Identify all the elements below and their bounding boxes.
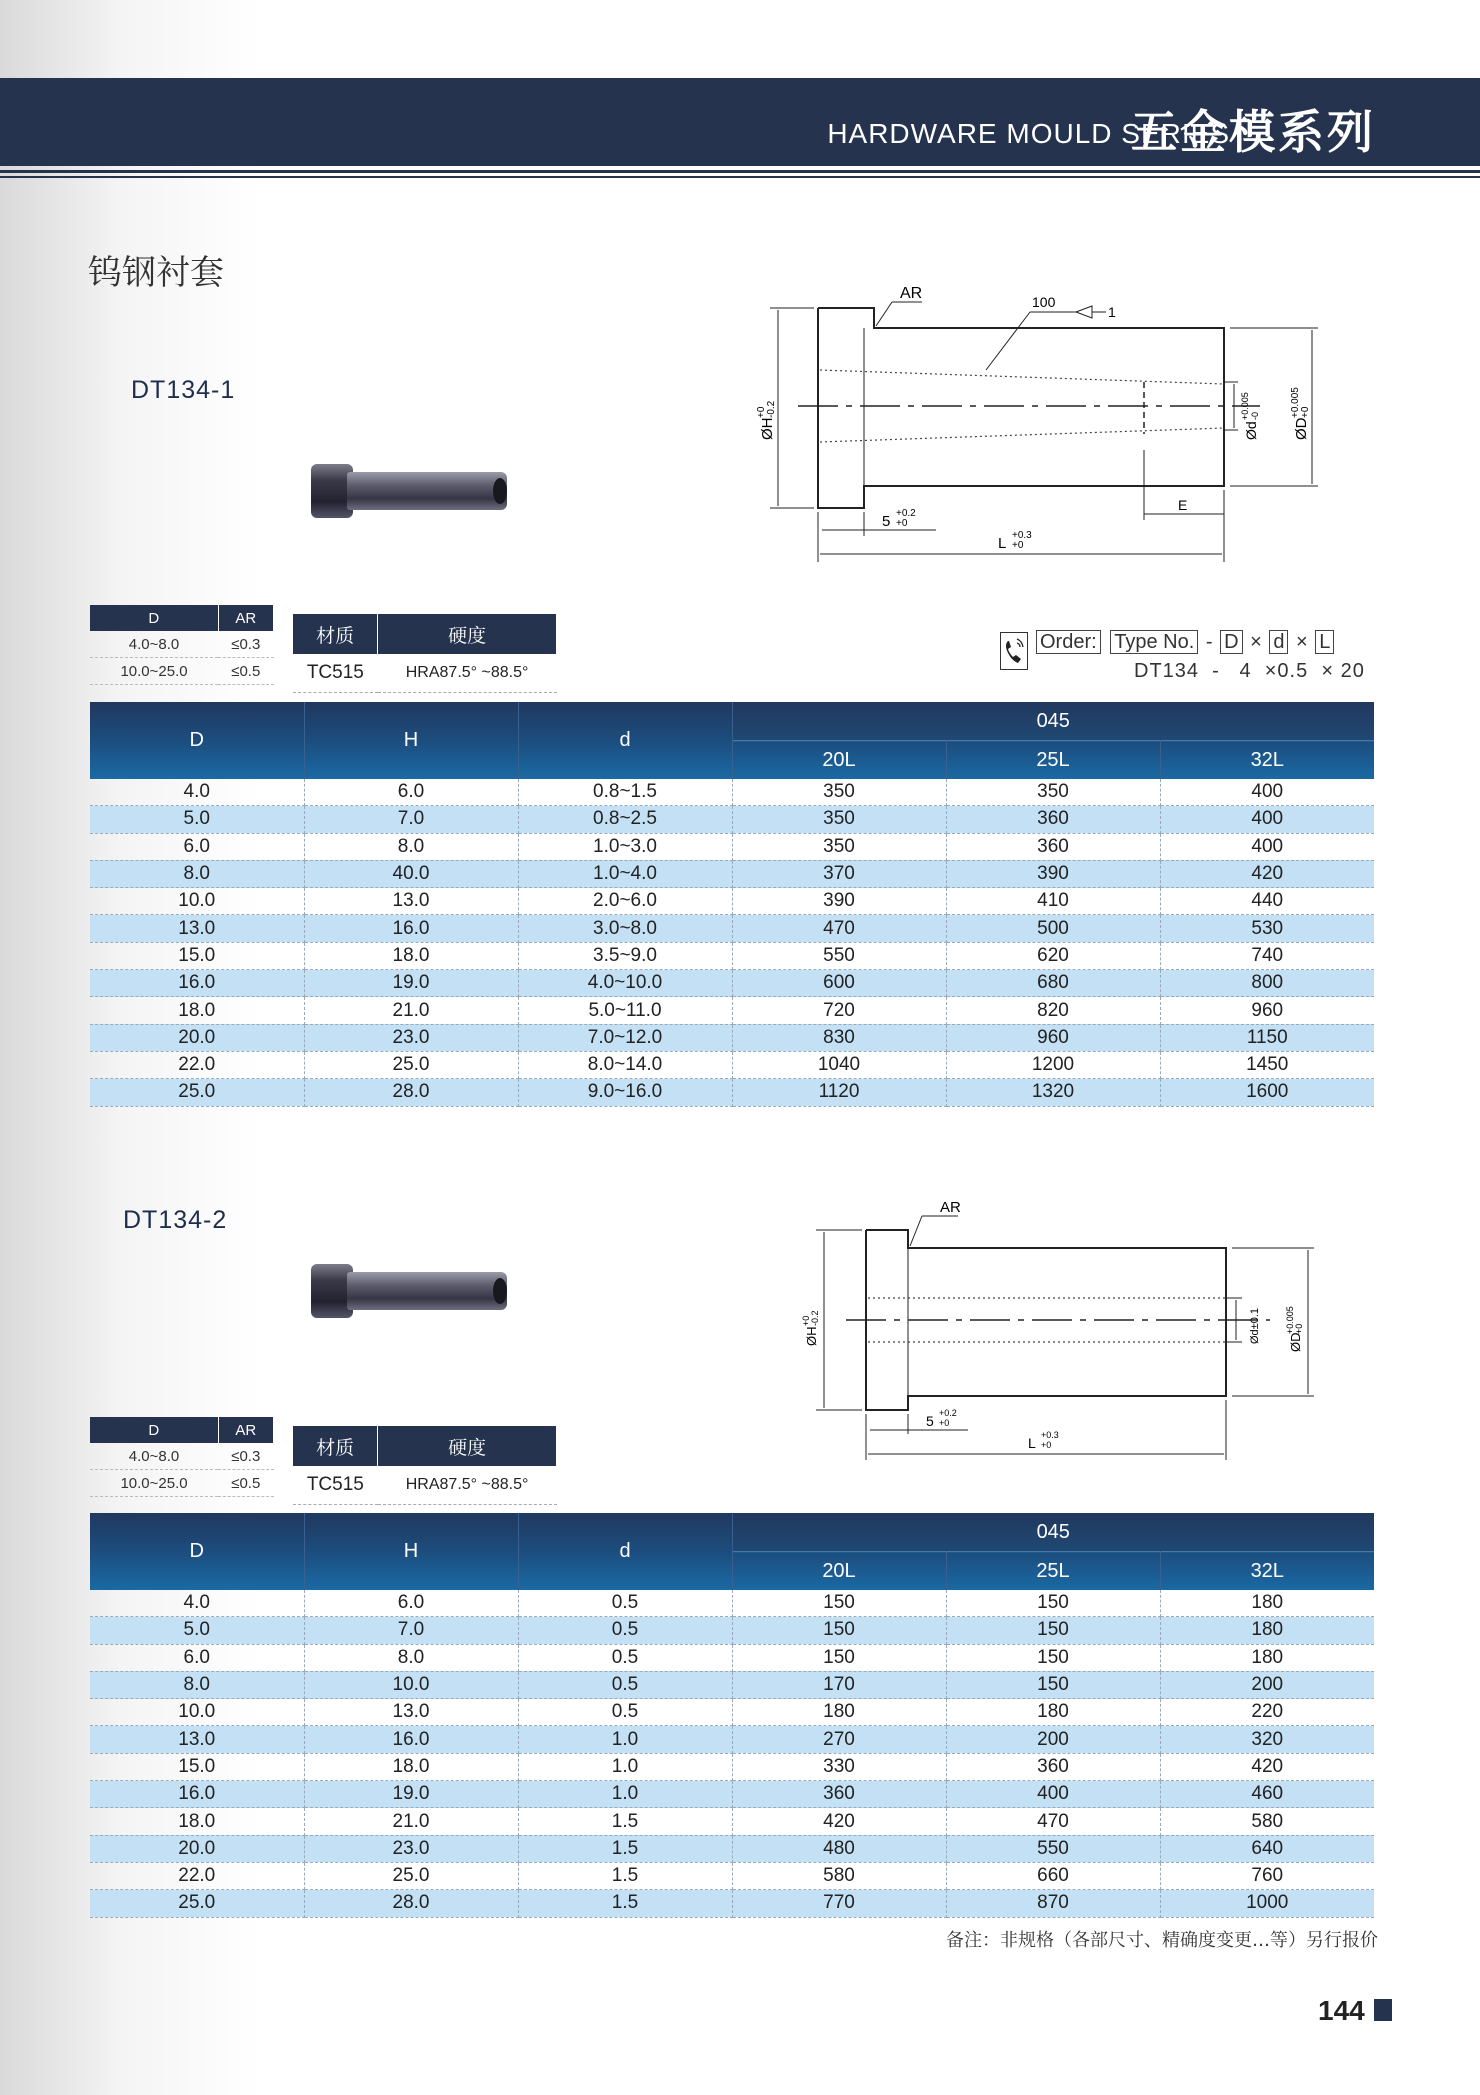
group-header: 045 [732, 702, 1374, 741]
ar-table-header: AR [218, 605, 273, 631]
table-row [90, 833, 1374, 860]
table-cell: 1.5 [518, 1808, 732, 1835]
drawing-label-head: 5 [882, 513, 891, 530]
drawing2-label-d-small: Ød±0.1 [1249, 1307, 1261, 1344]
table-cell: 470 [732, 915, 946, 942]
table-cell: 23.0 [304, 1024, 518, 1051]
hardness-value: HRA87.5° ~88.5° [378, 1466, 557, 1505]
order-field-length: L [1315, 630, 1334, 654]
technical-drawing-dt134-2 [790, 1196, 1330, 1466]
table-cell: 350 [946, 779, 1160, 806]
table-row [90, 1590, 1374, 1617]
table-cell: 760 [1160, 1862, 1374, 1889]
table-cell: 1.0 [518, 1726, 732, 1753]
table-cell: 420 [1160, 860, 1374, 887]
table-cell: 720 [732, 997, 946, 1024]
table-cell: 200 [946, 1726, 1160, 1753]
table-cell: 330 [732, 1753, 946, 1780]
ar-table-cell: 4.0~8.0 [90, 631, 218, 658]
drawing-label-taper-ratio: 1 [1108, 304, 1116, 320]
material-table-header: 材质 [293, 1426, 378, 1466]
table-cell: 620 [946, 942, 1160, 969]
table-cell: 20.0 [90, 1835, 304, 1862]
table-cell: 3.5~9.0 [518, 942, 732, 969]
col-header-d-small: d [518, 1513, 732, 1590]
table-cell: 640 [1160, 1835, 1374, 1862]
table-cell: 440 [1160, 888, 1374, 915]
drawing2-label-head-tol-lower: +0 [939, 1418, 950, 1428]
table-cell: 16.0 [304, 1726, 518, 1753]
table-cell: 150 [732, 1617, 946, 1644]
page-number: 144 [1318, 1995, 1365, 2026]
drawing-label-d-big: ØD [1293, 417, 1310, 440]
order-field-type: Type No. [1110, 630, 1198, 654]
table-cell: 800 [1160, 970, 1374, 997]
table-row [90, 1781, 1374, 1808]
header-rule-thin [0, 176, 1480, 178]
table-row [90, 1079, 1374, 1106]
material-value: TC515 [293, 654, 378, 693]
sub-header-20l: 20L [732, 1552, 946, 1591]
drawing-label-length-tol-upper: +0.3 [1012, 530, 1032, 541]
table-row [90, 1051, 1374, 1078]
drawing-label-h-tol-lower: -0.2 [766, 400, 777, 418]
table-cell: 7.0 [304, 1617, 518, 1644]
drawing-label-length-tol-lower: +0 [1012, 540, 1024, 551]
drawing2-label-ar: AR [940, 1199, 961, 1216]
table-cell: 1.5 [518, 1835, 732, 1862]
drawing2-label-h-tol-upper: +0 [801, 1315, 811, 1326]
ar-table-dt134-2 [90, 1417, 274, 1497]
footnote: 备注：非规格（各部尺寸、精确度变更…等）另行报价 [946, 1930, 1378, 1951]
table-cell: 4.0~10.0 [518, 970, 732, 997]
table-row [90, 1726, 1374, 1753]
table-cell: 16.0 [90, 1781, 304, 1808]
table-cell: 0.5 [518, 1590, 732, 1617]
drawing-label-d-big-tol-lower: +0 [1300, 406, 1311, 418]
ar-table-cell: ≤0.3 [218, 1443, 273, 1470]
table-cell: 360 [732, 1781, 946, 1808]
table-cell: 150 [946, 1671, 1160, 1698]
drawing-label-d-big-tol-upper: +0.005 [1290, 387, 1301, 418]
drawing-label-d-small-tol-lower: -0 [1250, 411, 1260, 420]
table-cell: 150 [732, 1644, 946, 1671]
drawing-label-taper: 100 [1032, 294, 1056, 310]
table-cell: 0.8~1.5 [518, 779, 732, 806]
drawing2-label-d-big-tol-lower: +0 [1294, 1323, 1304, 1334]
material-table-dt134-2 [293, 1426, 557, 1505]
table-cell: 960 [946, 1024, 1160, 1051]
order-formula [1034, 630, 1336, 654]
table-cell: 1.0 [518, 1781, 732, 1808]
table-cell: 28.0 [304, 1890, 518, 1917]
order-example-part: ×0.5 [1264, 660, 1309, 682]
table-cell: 13.0 [90, 1726, 304, 1753]
drawing-label-d-small: Ød [1243, 421, 1259, 440]
drawing2-label-h: ØH [804, 1326, 819, 1346]
drawing2-label-length-tol-upper: +0.3 [1041, 1430, 1059, 1440]
drawing-label-d-small-tol-upper: +0.005 [1240, 392, 1250, 420]
series-title-zh: 五金模系列 [1131, 105, 1376, 159]
table-cell: 19.0 [304, 970, 518, 997]
table-cell: 1.5 [518, 1862, 732, 1889]
phone-icon [1000, 632, 1028, 670]
table-cell: 1.0~3.0 [518, 833, 732, 860]
table-cell: 13.0 [304, 888, 518, 915]
table-cell: 470 [946, 1808, 1160, 1835]
table-cell: 550 [946, 1835, 1160, 1862]
table-cell: 0.5 [518, 1699, 732, 1726]
col-header-d: D [90, 1513, 304, 1590]
table-cell: 21.0 [304, 997, 518, 1024]
table-cell: 1150 [1160, 1024, 1374, 1051]
table-cell: 1200 [946, 1051, 1160, 1078]
col-header-d: D [90, 702, 304, 779]
table-cell: 0.5 [518, 1617, 732, 1644]
table-row [90, 1699, 1374, 1726]
drawing2-label-h-tol-lower: -0.2 [810, 1310, 820, 1326]
drawing2-label-length-tol-lower: +0 [1041, 1440, 1052, 1450]
table-cell: 8.0 [90, 860, 304, 887]
table-cell: 1.0~4.0 [518, 860, 732, 887]
order-sep: - [1205, 631, 1213, 653]
table-cell: 4.0 [90, 1590, 304, 1617]
ar-table-cell: ≤0.5 [218, 658, 273, 685]
table-row [90, 1890, 1374, 1917]
ar-table-header: D [90, 605, 218, 631]
table-cell: 22.0 [90, 1051, 304, 1078]
table-cell: 7.0~12.0 [518, 1024, 732, 1051]
table-row [90, 1617, 1374, 1644]
table-cell: 180 [1160, 1644, 1374, 1671]
order-sep: × [1250, 631, 1262, 653]
material-table-header: 材质 [293, 614, 378, 654]
table-cell: 1450 [1160, 1051, 1374, 1078]
order-label: Order: [1036, 630, 1101, 654]
material-table-dt134-1 [293, 614, 557, 693]
table-cell: 8.0~14.0 [518, 1051, 732, 1078]
table-cell: 25.0 [90, 1079, 304, 1106]
material-table-header: 硬度 [378, 1426, 557, 1466]
table-row [90, 915, 1374, 942]
drawing2-label-head-tol-upper: +0.2 [939, 1408, 957, 1418]
table-cell: 350 [732, 833, 946, 860]
table-cell: 820 [946, 997, 1160, 1024]
table-cell: 550 [732, 942, 946, 969]
order-example-part: 4 [1239, 660, 1252, 682]
drawing-label-h-tol-upper: +0 [756, 406, 767, 418]
table-cell: 13.0 [90, 915, 304, 942]
page-title: 钨钢衬套 [88, 253, 224, 293]
table-cell: 9.0~16.0 [518, 1079, 732, 1106]
table-cell: 1600 [1160, 1079, 1374, 1106]
table-cell: 4.0 [90, 779, 304, 806]
table-cell: 16.0 [304, 915, 518, 942]
table-cell: 2.0~6.0 [518, 888, 732, 915]
table-cell: 13.0 [304, 1699, 518, 1726]
drawing2-label-length: L [1028, 1435, 1036, 1451]
drawing2-label-d-big: ØD [1288, 1332, 1303, 1352]
drawing-label-ar: AR [900, 285, 923, 302]
drawing-label-e: E [1178, 497, 1188, 513]
table-cell: 5.0~11.0 [518, 997, 732, 1024]
sub-header-32l: 32L [1160, 1552, 1374, 1591]
table-cell: 10.0 [90, 888, 304, 915]
table-cell: 18.0 [90, 1808, 304, 1835]
table-cell: 0.8~2.5 [518, 806, 732, 833]
page-marker-square [1374, 1999, 1392, 2021]
table-cell: 25.0 [304, 1051, 518, 1078]
table-cell: 740 [1160, 942, 1374, 969]
table-row [90, 806, 1374, 833]
table-row [90, 888, 1374, 915]
table-cell: 350 [732, 806, 946, 833]
table-cell: 23.0 [304, 1835, 518, 1862]
table-cell: 320 [1160, 1726, 1374, 1753]
table-cell: 8.0 [90, 1671, 304, 1698]
table-cell: 150 [946, 1644, 1160, 1671]
table-cell: 8.0 [304, 1644, 518, 1671]
order-example-part: DT134 [1134, 660, 1200, 682]
order-sep: × [1296, 631, 1308, 653]
table-cell: 1.0 [518, 1753, 732, 1780]
table-cell: 21.0 [304, 1808, 518, 1835]
group-header: 045 [732, 1513, 1374, 1552]
table-cell: 10.0 [304, 1671, 518, 1698]
sub-header-32l: 32L [1160, 741, 1374, 780]
table-cell: 150 [946, 1617, 1160, 1644]
table-row [90, 1644, 1374, 1671]
ar-table-header: AR [218, 1417, 273, 1443]
table-row [90, 970, 1374, 997]
table-cell: 6.0 [90, 833, 304, 860]
table-cell: 0.5 [518, 1644, 732, 1671]
model-label-dt134-2: DT134-2 [123, 1206, 228, 1234]
table-cell: 40.0 [304, 860, 518, 887]
table-cell: 600 [732, 970, 946, 997]
series-title-en: HARDWARE MOULD SERIES [827, 118, 1230, 149]
table-cell: 180 [732, 1699, 946, 1726]
table-cell: 3.0~8.0 [518, 915, 732, 942]
table-cell: 5.0 [90, 1617, 304, 1644]
drawing-label-head-tol-upper: +0.2 [896, 508, 916, 519]
table-cell: 16.0 [90, 970, 304, 997]
table-row [90, 997, 1374, 1024]
table-cell: 8.0 [304, 833, 518, 860]
table-cell: 770 [732, 1890, 946, 1917]
table-cell: 18.0 [90, 997, 304, 1024]
table-row [90, 1024, 1374, 1051]
table-cell: 680 [946, 970, 1160, 997]
table-cell: 360 [946, 806, 1160, 833]
sub-header-20l: 20L [732, 741, 946, 780]
table-cell: 830 [732, 1024, 946, 1051]
table-cell: 180 [1160, 1617, 1374, 1644]
table-cell: 400 [1160, 806, 1374, 833]
sub-header-25l: 25L [946, 1552, 1160, 1591]
table-cell: 350 [732, 779, 946, 806]
col-header-d-small: d [518, 702, 732, 779]
table-cell: 25.0 [90, 1890, 304, 1917]
table-cell: 480 [732, 1835, 946, 1862]
table-cell: 180 [1160, 1590, 1374, 1617]
ar-table-cell: 10.0~25.0 [90, 1470, 218, 1497]
table-cell: 150 [946, 1590, 1160, 1617]
ar-table-cell: ≤0.5 [218, 1470, 273, 1497]
table-cell: 390 [946, 860, 1160, 887]
table-cell: 6.0 [304, 1590, 518, 1617]
ar-table-dt134-1 [90, 605, 274, 685]
table-cell: 220 [1160, 1699, 1374, 1726]
table-row [90, 1808, 1374, 1835]
table-cell: 660 [946, 1862, 1160, 1889]
order-field-d-big: D [1220, 630, 1242, 654]
table-cell: 180 [946, 1699, 1160, 1726]
table-cell: 5.0 [90, 806, 304, 833]
drawing2-label-d-big-tol-upper: +0.005 [1285, 1306, 1295, 1334]
table-cell: 20.0 [90, 1024, 304, 1051]
table-row [90, 779, 1374, 806]
table-cell: 360 [946, 833, 1160, 860]
table-cell: 390 [732, 888, 946, 915]
table-cell: 1040 [732, 1051, 946, 1078]
table-cell: 1120 [732, 1079, 946, 1106]
table-cell: 400 [946, 1781, 1160, 1808]
ar-table-cell: 4.0~8.0 [90, 1443, 218, 1470]
table-cell: 18.0 [304, 942, 518, 969]
table-row [90, 860, 1374, 887]
table-row [90, 1835, 1374, 1862]
material-table-header: 硬度 [378, 614, 557, 654]
price-table-dt134-2 [90, 1513, 1374, 1918]
ar-table-header: D [90, 1417, 218, 1443]
table-cell: 150 [732, 1590, 946, 1617]
drawing2-label-head: 5 [926, 1413, 934, 1429]
table-cell: 6.0 [90, 1644, 304, 1671]
table-cell: 19.0 [304, 1781, 518, 1808]
table-row [90, 1671, 1374, 1698]
col-header-h: H [304, 1513, 518, 1590]
col-header-h: H [304, 702, 518, 779]
table-cell: 420 [732, 1808, 946, 1835]
table-cell: 410 [946, 888, 1160, 915]
material-value: TC515 [293, 1466, 378, 1505]
table-cell: 960 [1160, 997, 1374, 1024]
sub-header-25l: 25L [946, 741, 1160, 780]
table-row [90, 1862, 1374, 1889]
drawing-label-head-tol-lower: +0 [896, 518, 908, 529]
table-cell: 400 [1160, 779, 1374, 806]
order-example [1134, 660, 1365, 683]
header-rule [0, 170, 1480, 173]
table-cell: 400 [1160, 833, 1374, 860]
table-cell: 460 [1160, 1781, 1374, 1808]
table-cell: 870 [946, 1890, 1160, 1917]
table-cell: 530 [1160, 915, 1374, 942]
order-example-part: × [1321, 660, 1335, 682]
table-cell: 580 [732, 1862, 946, 1889]
table-cell: 200 [1160, 1671, 1374, 1698]
table-cell: 170 [732, 1671, 946, 1698]
table-cell: 6.0 [304, 779, 518, 806]
order-example-part: 20 [1340, 660, 1365, 682]
table-cell: 500 [946, 915, 1160, 942]
table-cell: 270 [732, 1726, 946, 1753]
drawing-label-length: L [998, 535, 1007, 552]
table-cell: 22.0 [90, 1862, 304, 1889]
table-cell: 580 [1160, 1808, 1374, 1835]
table-cell: 1320 [946, 1079, 1160, 1106]
table-cell: 25.0 [304, 1862, 518, 1889]
drawing-label-h: ØH [759, 417, 776, 440]
table-cell: 15.0 [90, 1753, 304, 1780]
table-cell: 18.0 [304, 1753, 518, 1780]
order-example-part: - [1212, 660, 1220, 682]
order-field-d-small: d [1269, 630, 1288, 654]
price-table-dt134-1 [90, 702, 1374, 1107]
table-row [90, 1753, 1374, 1780]
table-cell: 420 [1160, 1753, 1374, 1780]
table-cell: 7.0 [304, 806, 518, 833]
technical-drawing-dt134-1 [740, 280, 1340, 570]
model-label-dt134-1: DT134-1 [131, 376, 236, 404]
table-cell: 1.5 [518, 1890, 732, 1917]
table-cell: 1000 [1160, 1890, 1374, 1917]
table-cell: 0.5 [518, 1671, 732, 1698]
table-cell: 15.0 [90, 942, 304, 969]
table-row [90, 942, 1374, 969]
table-cell: 370 [732, 860, 946, 887]
ar-table-cell: 10.0~25.0 [90, 658, 218, 685]
table-cell: 10.0 [90, 1699, 304, 1726]
ar-table-cell: ≤0.3 [218, 631, 273, 658]
hardness-value: HRA87.5° ~88.5° [378, 654, 557, 693]
table-cell: 28.0 [304, 1079, 518, 1106]
table-cell: 360 [946, 1753, 1160, 1780]
